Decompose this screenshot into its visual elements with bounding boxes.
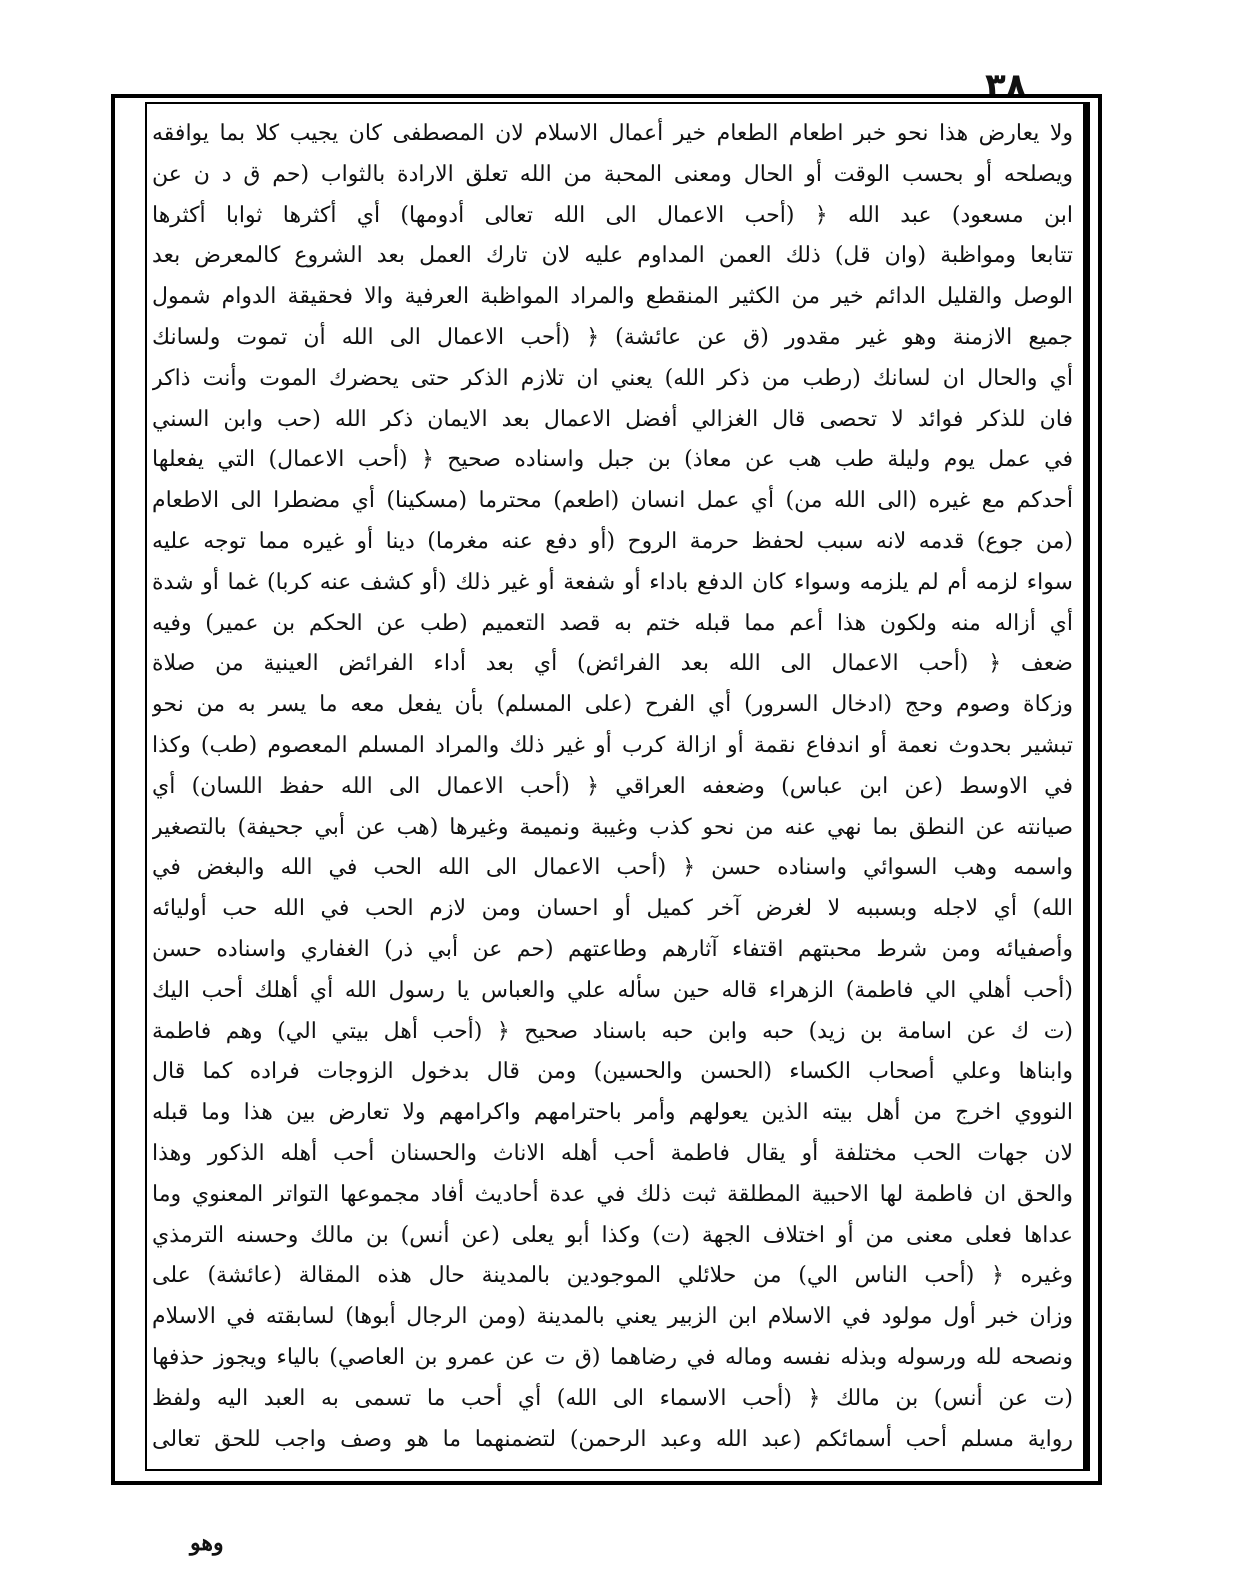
text-line: صيانته عن النطق بما نهي عنه من نحو كذب وغيبة ونميمة وغيرها (هب عن أبي جحيفة) بالتصغير bbox=[152, 814, 1073, 840]
text-line: والحق ان فاطمة لها الاحبية المطلقة ثبت ذلك في عدة أحاديث أفاد مجموعها التواتر المعنوي وما bbox=[152, 1181, 1073, 1207]
text-line: (ت ك عن اسامة بن زيد) حبه وابن حبه باسناد صحيح ﴿ (أحب أهل بيتي الي) وهم فاطمة bbox=[152, 1018, 1073, 1044]
text-line: سواء لزمه أم لم يلزمه وسواء كان الدفع باداء أو شفعة أو غير ذلك (أو كشف عنه كربا) غما أو شدة bbox=[152, 569, 1073, 595]
text-line: أحدكم مع غيره (الى الله من) أي عمل انسان (اطعم) محترما (مسكينا) أي مضطرا الى الاطعام bbox=[152, 488, 1073, 514]
text-line: أي والحال ان لسانك (رطب من ذكر الله) يعني ان تلازم الذكر حتى يحضرك الموت وأنت ذاكر bbox=[152, 365, 1073, 391]
text-line: وابناها وعلي أصحاب الكساء (الحسن والحسين) ومن قال بدخول الزوجات فراده كما قال bbox=[152, 1059, 1073, 1085]
main-text bbox=[152, 114, 1073, 1468]
text-line: ونصحه لله ورسوله وبذله نفسه وماله في رضاهما (ق ت عن عمرو بن العاصي) بالياء ويجوز حذفها bbox=[152, 1344, 1073, 1370]
text-line: رواية مسلم أحب أسمائكم (عبد الله وعبد الرحمن) لتضمنهما ما هو وصف واجب للحق تعالى bbox=[152, 1426, 1073, 1452]
text-line: الوصل والقليل الدائم خير من الكثير المنقطع والمراد المواظبة العرفية والا فحقيقة الدوام شمول bbox=[152, 284, 1073, 310]
text-line: (من جوع) قدمه لانه سبب لحفظ حرمة الروح (أو دفع عنه مغرما) دينا أو غيره مما توجه عليه bbox=[152, 528, 1073, 554]
text-line: ولا يعارض هذا نحو خبر اطعام الطعام خير أعمال الاسلام لان المصطفى كان يجيب كلا بما يوافقه bbox=[152, 121, 1073, 146]
text-line: وزان خبر أول مولود في الاسلام ابن الزبير يعني بالمدينة (ومن الرجال أبوها) لسابقته في الاسلام bbox=[152, 1304, 1073, 1330]
text-line: (ت عن أنس) بن مالك ﴿ (أحب الاسماء الى الله) أي أحب ما تسمى به العبد اليه ولفظ bbox=[152, 1385, 1073, 1411]
text-line: تتابعا ومواظبة (وان قل) ذلك العمن المداوم عليه لان تارك العمل بعد الشروع كالمعرض بعد bbox=[152, 243, 1073, 269]
text-line: فان للذكر فوائد لا تحصى قال الغزالي أفضل الاعمال بعد الايمان ذكر الله (حب وابن السني bbox=[152, 406, 1073, 432]
text-line: في الاوسط (عن ابن عباس) وضعفه العراقي ﴿ (أحب الاعمال الى الله حفظ اللسان) أي bbox=[152, 773, 1073, 799]
page-number: ٣٨ bbox=[985, 66, 1027, 106]
text-line: عداها فعلى معنى من أو اختلاف الجهة (ت) وكذا أبو يعلى (عن أنس) بن مالك وحسنه الترمذي bbox=[152, 1222, 1073, 1248]
text-line: (أحب أهلي الي فاطمة) الزهراء قاله حين سأله علي والعباس يا رسول الله أي أهلك أحب اليك bbox=[152, 977, 1073, 1003]
text-line: وأصفيائه ومن شرط محبتهم اقتفاء آثارهم وطاعتهم (حم عن أبي ذر) الغفاري واسناده حسن bbox=[152, 936, 1073, 962]
text-line: ابن مسعود) عبد الله ﴿ (أحب الاعمال الى الله تعالى أدومها) أي أكثرها ثوابا أكثرها bbox=[152, 202, 1073, 228]
text-line: في عمل يوم وليلة طب هب عن معاذ) بن جبل واسناده صحيح ﴿ (أحب الاعمال) التي يفعلها bbox=[152, 447, 1073, 473]
text-line: النووي اخرج من أهل بيته الذين يعولهم وأمر باحترامهم واكرامهم ولا تعارض بين هذا وما قبله bbox=[152, 1100, 1073, 1126]
catchword: وهو bbox=[190, 1530, 224, 1556]
text-line: وزكاة وصوم وحج (ادخال السرور) أي الفرح (على المسلم) بأن يفعل معه ما يسر به من نحو bbox=[152, 692, 1073, 718]
text-line: الله) أي لاجله وبسببه لا لغرض آخر كميل أو احسان ومن لازم الحب في الله حب أوليائه bbox=[152, 896, 1073, 922]
text-line: جميع الازمنة وهو غير مقدور (ق عن عائشة) ﴿ (أحب الاعمال الى الله أن تموت ولسانك bbox=[152, 324, 1073, 350]
text-line: ويصلحه أو بحسب الوقت أو الحال ومعنى المحبة من الله تعلق الارادة بالثواب (حم ق د ن عن bbox=[152, 161, 1073, 187]
text-line: ضعف ﴿ (أحب الاعمال الى الله بعد الفرائض) أي بعد أداء الفرائض العينية من صلاة bbox=[152, 651, 1073, 677]
text-line: أي أزاله منه ولكون هذا أعم مما قبله ختم به قصد التعميم (طب عن الحكم بن عمير) وفيه bbox=[152, 610, 1073, 636]
text-line: واسمه وهب السوائي واسناده حسن ﴿ (أحب الاعمال الى الله الحب في الله والبغض في bbox=[152, 855, 1073, 881]
text-line: وغيره ﴿ (أحب الناس الي) من حلائلي الموجودين بالمدينة حال هذه المقالة (عائشة) على bbox=[152, 1263, 1073, 1289]
text-line: لان جهات الحب مختلفة أو يقال فاطمة أحب أهله الاناث والحسنان أحب أهله الذكور وهذا bbox=[152, 1140, 1073, 1166]
text-line: تبشير بحدوث نعمة أو اندفاع نقمة أو ازالة كرب أو غير ذلك والمراد المسلم المعصوم (طب) وكذا bbox=[152, 732, 1073, 758]
